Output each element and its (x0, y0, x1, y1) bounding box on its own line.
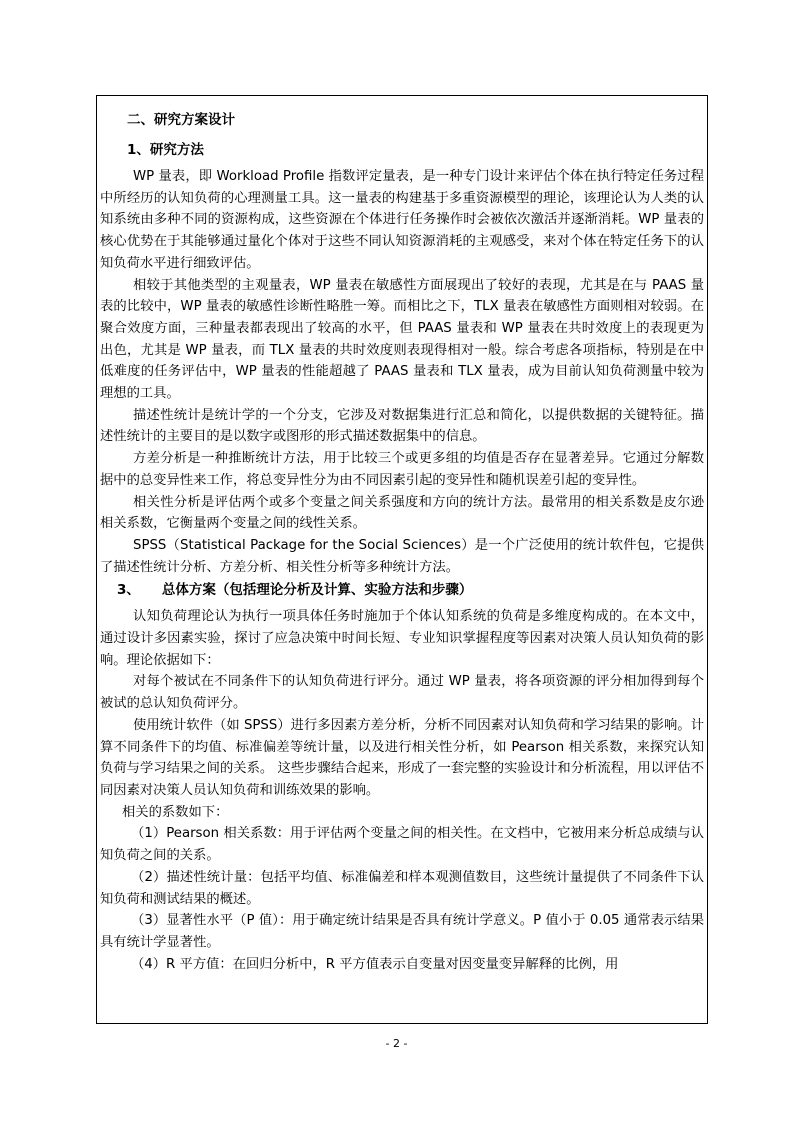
content-box (96, 95, 708, 1024)
paragraph-descriptive-stats: 描述性统计是统计学的一个分支，它涉及对数据集进行汇总和简化，以提供数据的关键特征。描述性统计的主要目的是以数字或图形的形式描述数据集中的信息。 (100, 407, 704, 445)
list-item-significance: （3）显著性水平（P 值）：用于确定统计结果是否具有统计学意义。P 值小于 0.05 通常表示结果具有统计学显著性。 (100, 913, 704, 950)
paragraph-scoring: 对每个被试在不同条件下的认知负荷进行评分。通过 WP 量表，将各项资源的评分相加得到每个被试的总认知负荷评分。 (100, 674, 704, 712)
paragraph-spss: SPSS（Statistical Package for the Social Sciences）是一个广泛使用的统计软件包，它提供了描述性统计分析、方差分析、相关性分析等多种统计方法。 (100, 537, 704, 575)
list-item-pearson: （1）Pearson 相关系数：用于评估两个变量之间的相关性。在文档中，它被用来分析总成绩与认知负荷之间的关系。 (100, 826, 704, 864)
paragraph-coefficients-intro: 相关的系数如下： (122, 804, 229, 820)
list-item-descriptive: （2）描述性统计量：包括平均值、标准偏差和样本观测值数目，这些统计量提供了不同条件下认知负荷和测试结果的概述。 (100, 869, 704, 907)
paragraph-correlation: 相关性分析是评估两个或多个变量之间关系强度和方向的统计方法。最常用的相关系数是皮尔逊相关系数，它衡量两个变量之间的线性关系。 (100, 494, 704, 532)
subsection-number: 3、 (117, 582, 140, 599)
section-title: 二、研究方案设计 (127, 112, 235, 128)
paragraph-wp-scale: WP 量表，即 Workload Profile 指数评定量表，是一种专门设计来评估个体在执行特定任务过程中所经历的认知负荷的心理测量工具。这一量表的构建基于多重资源模型的理论，该理论认为人类的认知系统由多种不同的资源构成，这些资源在个体进行任务操作时会被依次激活并逐渐消耗。WP 量表的核心优势在于其能够通过量化个体对于这些不同认知资源消耗的主观感受，来对个体在特定任务下的认知负荷水平进行细致评估。 (100, 169, 704, 271)
subsection-title: 总体方案（包括理论分析及计算、实验方法和步骤） (161, 582, 473, 599)
paragraph-cognitive-load-theory: 认知负荷理论认为执行一项具体任务时施加于个体认知系统的负荷是多维度构成的。在本文中，通过设计多因素实验，探讨了应急决策中时间长短、专业知识掌握程度等因素对决策人员认知负荷的影响。理论依据如下： (100, 609, 704, 668)
paragraph-anova: 方差分析是一种推断统计方法，用于比较三个或更多组的均值是否存在显著差异。它通过分解数据中的总变异性来工作，将总变异性分为由不同因素引起的变异性和随机误差引起的变异性。 (100, 451, 704, 488)
document-body (97, 110, 708, 975)
paragraph-scale-comparison: 相较于其他类型的主观量表，WP 量表在敏感性方面展现出了较好的表现，尤其是在与 PAAS 量表的比较中，WP 量表的敏感性诊断性略胜一筹。而相比之下，TLX 量表在敏感性方面则相对较弱。在聚合效度方面，三种量表都表现出了较高的水平，但 PAAS 量表和 WP 量表在共时效度上的表现更为出色，尤其是 WP 量表，而 TLX 量表的共时效度则表现得相对一般。综合考虑各项指标，特别是在中低难度的任务评估中，WP 量表的性能超越了 PAAS 量表和 TLX 量表，成为目前认知负荷测量中较为理想的工具。 (100, 277, 704, 402)
subsection-research-methods: 1、研究方法 (127, 142, 204, 158)
paragraph-analysis: 使用统计软件（如 SPSS）进行多因素方差分析，分析不同因素对认知负荷和学习结果的影响。计算不同条件下的均值、标准偏差等统计量，以及进行相关性分析，如 Pearson 相关系数，来探究认知负荷与学习结果之间的关系。 这些步骤结合起来，形成了一套完整的实验设计和分析流程，用以评估不同因素对决策人员认知负荷和训练效果的影响。 (100, 717, 704, 798)
page-number: - 2 - (385, 1037, 408, 1050)
subsection-overall-plan (97, 580, 708, 600)
list-item-r-squared: （4）R 平方值：在回归分析中，R 平方值表示自变量对因变量变异解释的比例，用 (131, 956, 619, 972)
